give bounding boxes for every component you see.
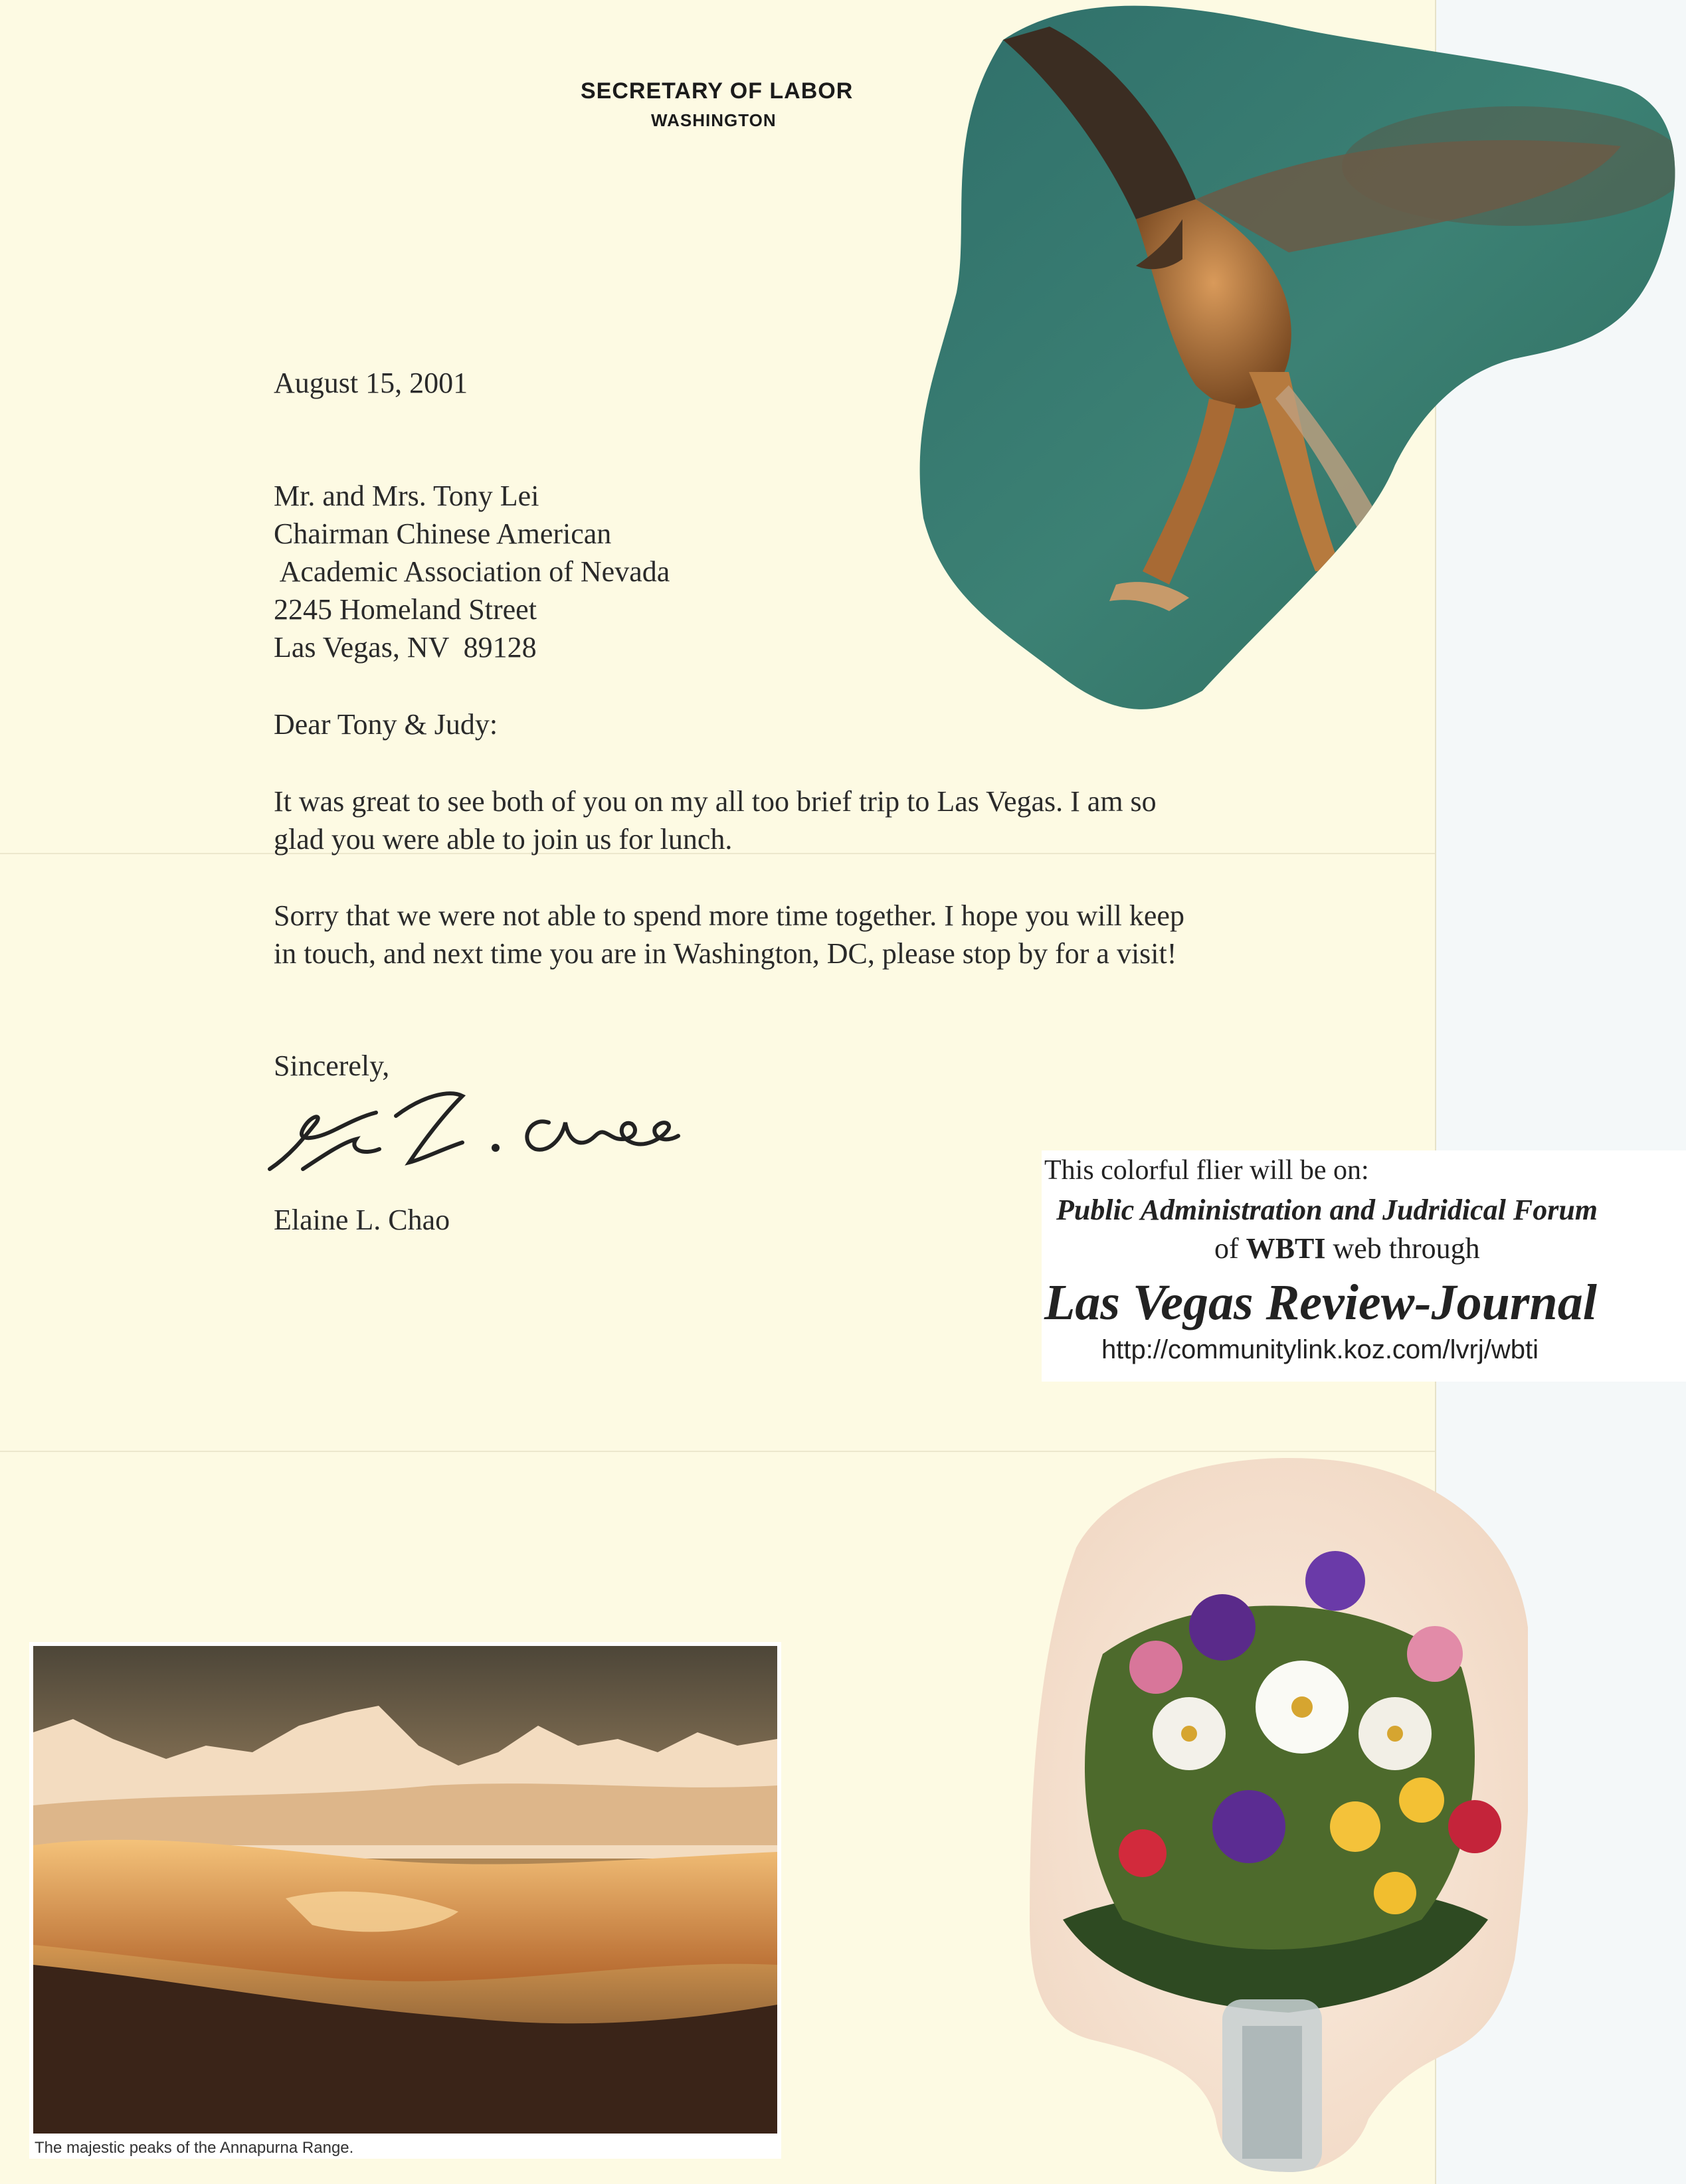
- hawk-photo: [917, 0, 1686, 717]
- mountain-photo-card: [29, 1642, 781, 2159]
- flier-notice: [1042, 1150, 1686, 1382]
- address-line: 2245 Homeland Street: [274, 593, 537, 626]
- address-line: Academic Association of Nevada: [274, 555, 670, 588]
- closing: Sincerely,: [274, 1049, 390, 1082]
- body-paragraph-1: It was great to see both of you on my all too brief trip to Las Vegas. I am so glad you were able to join us for lunch.: [274, 785, 1157, 856]
- address-line: Las Vegas, NV 89128: [274, 631, 537, 664]
- flier-publication: Las Vegas Review-Journal: [1044, 1275, 1597, 1330]
- body-paragraph-2: Sorry that we were not able to spend more time together. I hope you will keep in touch, and next time you are in Washington, DC, please stop by for a visit!: [274, 899, 1184, 970]
- flier-intro: This colorful flier will be on:: [1044, 1155, 1369, 1186]
- address-line: Mr. and Mrs. Tony Lei: [274, 480, 539, 512]
- salutation: Dear Tony & Judy:: [274, 708, 498, 741]
- letterhead-title: SECRETARY OF LABOR: [581, 78, 854, 104]
- signer-name: Elaine L. Chao: [274, 1204, 450, 1236]
- address-line: Chairman Chinese American: [274, 517, 612, 550]
- letter-date: August 15, 2001: [274, 367, 468, 399]
- flier-wbti-line: [1214, 1231, 1480, 1265]
- fold-line: [0, 1451, 1435, 1452]
- letterhead-location: WASHINGTON: [651, 110, 777, 130]
- flier-wbti-post: web through: [1325, 1232, 1480, 1265]
- flower-bouquet-photo: [1023, 1455, 1528, 2179]
- flier-wbti-pre: of: [1214, 1232, 1246, 1265]
- flier-wbti-name: WBTI: [1246, 1232, 1326, 1265]
- recipient-address: [274, 477, 670, 666]
- handwritten-signature: [263, 1076, 695, 1189]
- annapurna-mountain-photo: [33, 1646, 777, 2134]
- flier-url[interactable]: http://communitylink.koz.com/lvrj/wbti: [1101, 1335, 1539, 1364]
- flier-forum-name: Public Administration and Judridical Forum: [1056, 1194, 1598, 1226]
- mountain-photo-caption: The majestic peaks of the Annapurna Range.: [35, 2139, 354, 2157]
